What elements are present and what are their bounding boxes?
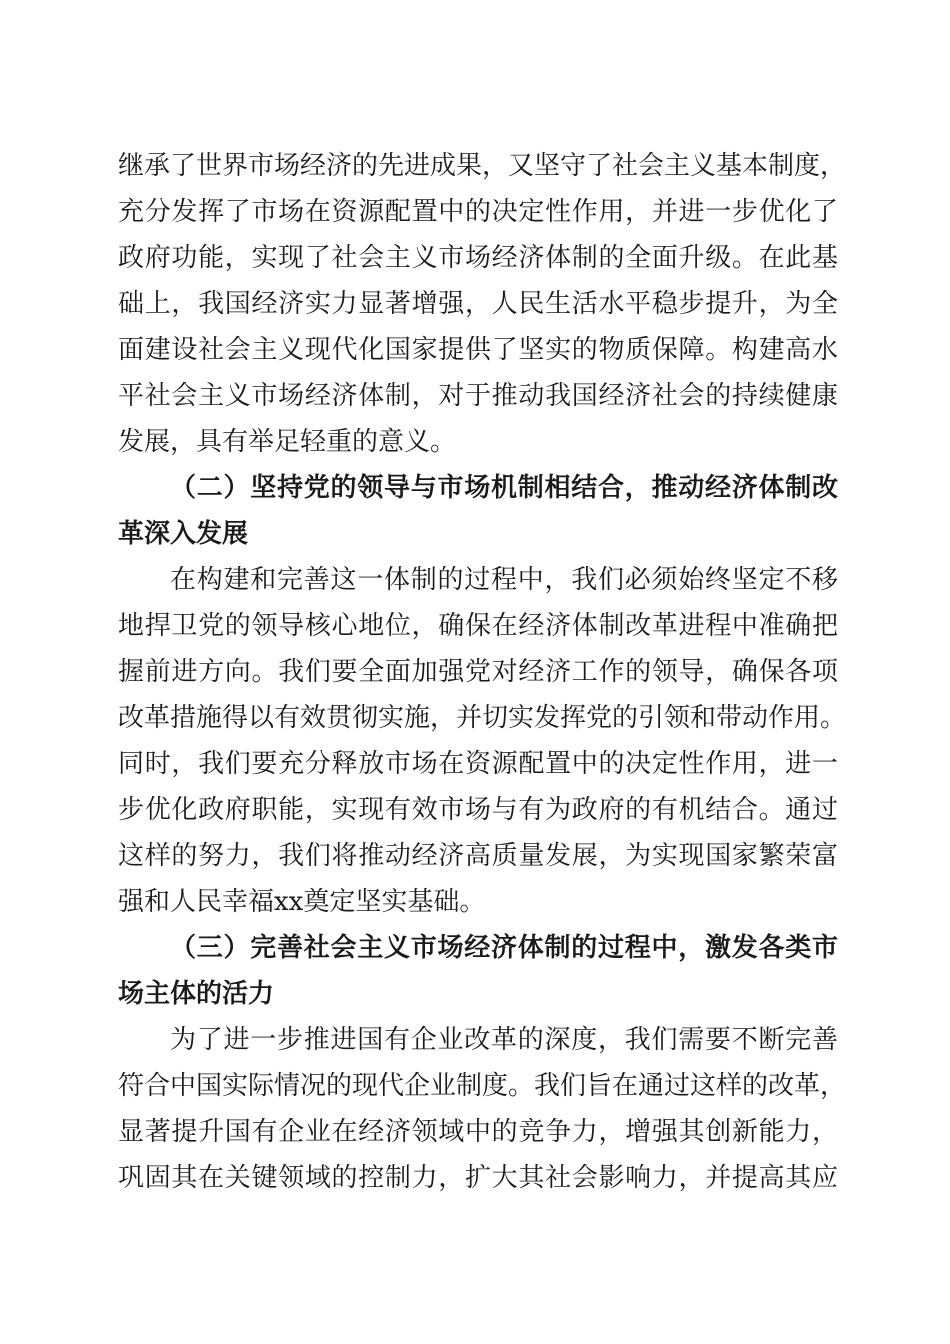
text-line: 显著提升国有企业在经济领域中的竞争力，增强其创新能力， (118, 1117, 838, 1147)
text-line: 强和人民幸福xx奠定坚实基础。 (118, 887, 486, 917)
section-heading-3-cont: 场主体的活力 (118, 979, 275, 1009)
text-line: 步优化政府职能，实现有效市场与有为政府的有机结合。通过 (118, 795, 838, 825)
text-line: 这样的努力，我们将推动经济高质量发展，为实现国家繁荣富 (118, 841, 838, 871)
text-line: 继承了世界市场经济的先进成果，又坚守了社会主义基本制度， (118, 151, 847, 181)
text-line: 平社会主义市场经济体制，对于推动我国经济社会的持续健康 (118, 381, 838, 411)
text-line: 巩固其在关键领域的控制力，扩大其社会影响力，并提高其应 (118, 1163, 838, 1193)
text-line: 为了进一步推进国有企业改革的深度，我们需要不断完善 (170, 1025, 838, 1055)
text-line: 同时，我们要充分释放市场在资源配置中的决定性作用，进一 (118, 749, 838, 779)
section-heading-3: （三）完善社会主义市场经济体制的过程中，激发各类市 (170, 933, 838, 963)
section-heading-2-cont: 革深入发展 (118, 519, 249, 549)
text-line: 握前进方向。我们要全面加强党对经济工作的领导，确保各项 (118, 657, 838, 687)
text-line: 础上，我国经济实力显著增强，人民生活水平稳步提升，为全 (118, 289, 838, 319)
text-line: 充分发挥了市场在资源配置中的决定性作用，并进一步优化了 (118, 197, 838, 227)
text-line: 政府功能，实现了社会主义市场经济体制的全面升级。在此基 (118, 243, 838, 273)
text-line: 地捍卫党的领导核心地位，确保在经济体制改革进程中准确把 (118, 611, 838, 641)
section-heading-2: （二）坚持党的领导与市场机制相结合，推动经济体制改 (170, 473, 838, 503)
text-line: 改革措施得以有效贯彻实施，并切实发挥党的引领和带动作用。 (118, 703, 847, 733)
text-line: 在构建和完善这一体制的过程中，我们必须始终坚定不移 (170, 565, 838, 595)
text-line: 符合中国实际情况的现代企业制度。我们旨在通过这样的改革， (118, 1071, 847, 1101)
text-line: 面建设社会主义现代化国家提供了坚实的物质保障。构建高水 (118, 335, 838, 365)
text-line: 发展，具有举足轻重的意义。 (118, 427, 457, 457)
